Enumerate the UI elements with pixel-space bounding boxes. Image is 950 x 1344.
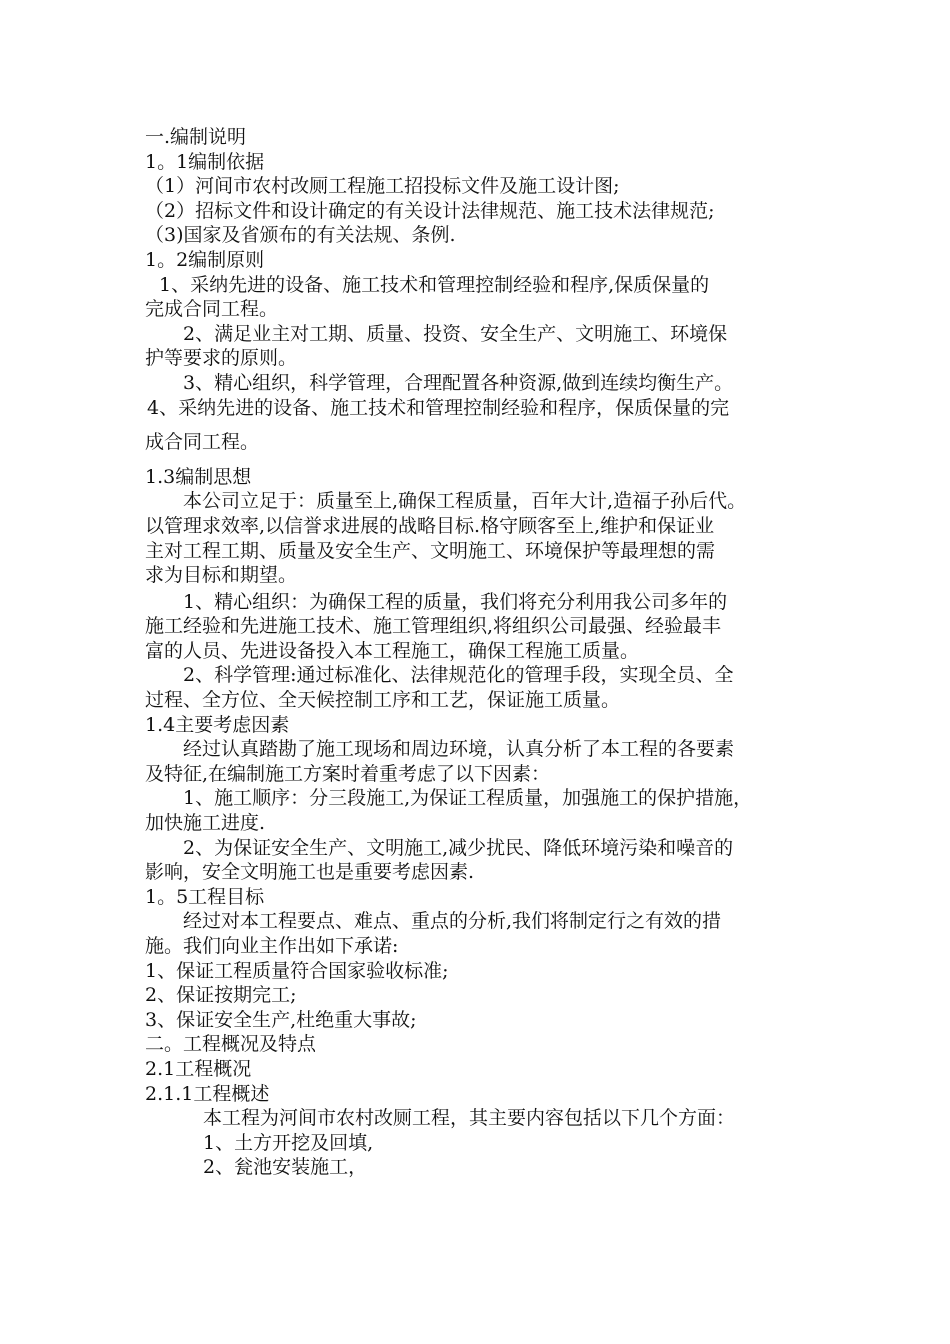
section-heading: 一.编制说明 bbox=[145, 126, 247, 148]
list-item: 1、保证工程质量符合国家验收标准; bbox=[145, 959, 449, 982]
paragraph-line: 本工程为河间市农村改厕工程，其主要内容包括以下几个方面： bbox=[203, 1107, 736, 1130]
subsection-heading: 1.3编制思想 bbox=[145, 465, 252, 488]
list-item: 2、保证按期完工; bbox=[145, 984, 297, 1007]
paragraph-line: 1、精心组织：为确保工程的质量，我们将充分利用我公司多年的 bbox=[183, 590, 728, 613]
paragraph-line: 富的人员、先进设备投入本工程施工，确保工程施工质量。 bbox=[145, 639, 640, 662]
paragraph-line: 1、施工顺序：分三段施工,为保证工程质量，加强施工的保护措施， bbox=[183, 787, 753, 810]
subsection-heading: 2.1工程概况 bbox=[145, 1057, 252, 1080]
subsection-heading: 2.1.1工程概述 bbox=[145, 1082, 270, 1105]
document-body bbox=[145, 125, 845, 1180]
paragraph-line: 2、满足业主对工期、质量、投资、安全生产、文明施工、环境保 bbox=[183, 322, 728, 345]
paragraph-line: 4、采纳先进的设备、施工技术和管理控制经验和程序，保质保量的完 bbox=[147, 396, 730, 419]
list-item: 1、土方开挖及回填, bbox=[203, 1131, 374, 1154]
list-item: （1）河间市农村改厕工程施工招投标文件及施工设计图; bbox=[145, 175, 620, 198]
paragraph-line: 施。我们向业主作出如下承诺: bbox=[145, 935, 399, 957]
paragraph-line: 影响，安全文明施工也是重要考虑因素. bbox=[145, 861, 475, 884]
list-item: 2、瓮池安装施工， bbox=[203, 1156, 368, 1179]
paragraph-line: 加快施工进度. bbox=[145, 812, 266, 835]
subsection-heading: 1。1编制依据 bbox=[145, 150, 265, 173]
paragraph-line: 及特征,在编制施工方案时着重考虑了以下因素： bbox=[145, 762, 551, 785]
paragraph-line: 经过认真踏勘了施工现场和周边环境，认真分析了本工程的各要素 bbox=[183, 738, 735, 761]
paragraph-line: 完成合同工程。 bbox=[145, 298, 279, 321]
paragraph-line: 主对工程工期、质量及安全生产、文明施工、环境保护等最理想的需 bbox=[145, 539, 716, 562]
paragraph-line: 过程、全方位、全天候控制工序和工艺，保证施工质量。 bbox=[145, 689, 621, 712]
subsection-heading: 1。2编制原则 bbox=[145, 248, 265, 271]
paragraph-line: 施工经验和先进施工技术、施工管理组织,将组织公司最强、经验最丰 bbox=[145, 615, 722, 638]
paragraph-line: 求为目标和期望。 bbox=[145, 564, 298, 587]
paragraph-line: 3、精心组织，科学管理，合理配置各种资源,做到连续均衡生产。 bbox=[183, 371, 734, 394]
paragraph-line: 经过对本工程要点、难点、重点的分析,我们将制定行之有效的措 bbox=[183, 910, 722, 933]
paragraph-line: 成合同工程。 bbox=[145, 431, 260, 454]
list-item: 3、保证安全生产,杜绝重大事故; bbox=[145, 1008, 417, 1031]
list-item: （3)国家及省颁布的有关法规、条例. bbox=[145, 224, 456, 247]
section-heading: 二。工程概况及特点 bbox=[145, 1033, 317, 1056]
list-item: （2）招标文件和设计确定的有关设计法律规范、施工技术法律规范; bbox=[145, 199, 715, 222]
paragraph-line: 以管理求效率,以信誉求进展的战略目标.格守顾客至上,维护和保证业 bbox=[145, 514, 715, 537]
subsection-heading: 1。5工程目标 bbox=[145, 885, 265, 908]
paragraph-line: 1、采纳先进的设备、施工技术和管理控制经验和程序,保质保量的 bbox=[159, 273, 710, 296]
paragraph-line: 2、为保证安全生产、文明施工,减少扰民、降低环境污染和噪音的 bbox=[183, 836, 734, 859]
paragraph-line: 本公司立足于：质量至上,确保工程质量，百年大计,造福子孙后代。 bbox=[183, 490, 747, 513]
paragraph-line: 护等要求的原则。 bbox=[145, 347, 298, 370]
subsection-heading: 1.4主要考虑因素 bbox=[145, 713, 290, 736]
paragraph-line: 2、科学管理:通过标准化、法律规范化的管理手段，实现全员、全 bbox=[183, 664, 734, 687]
